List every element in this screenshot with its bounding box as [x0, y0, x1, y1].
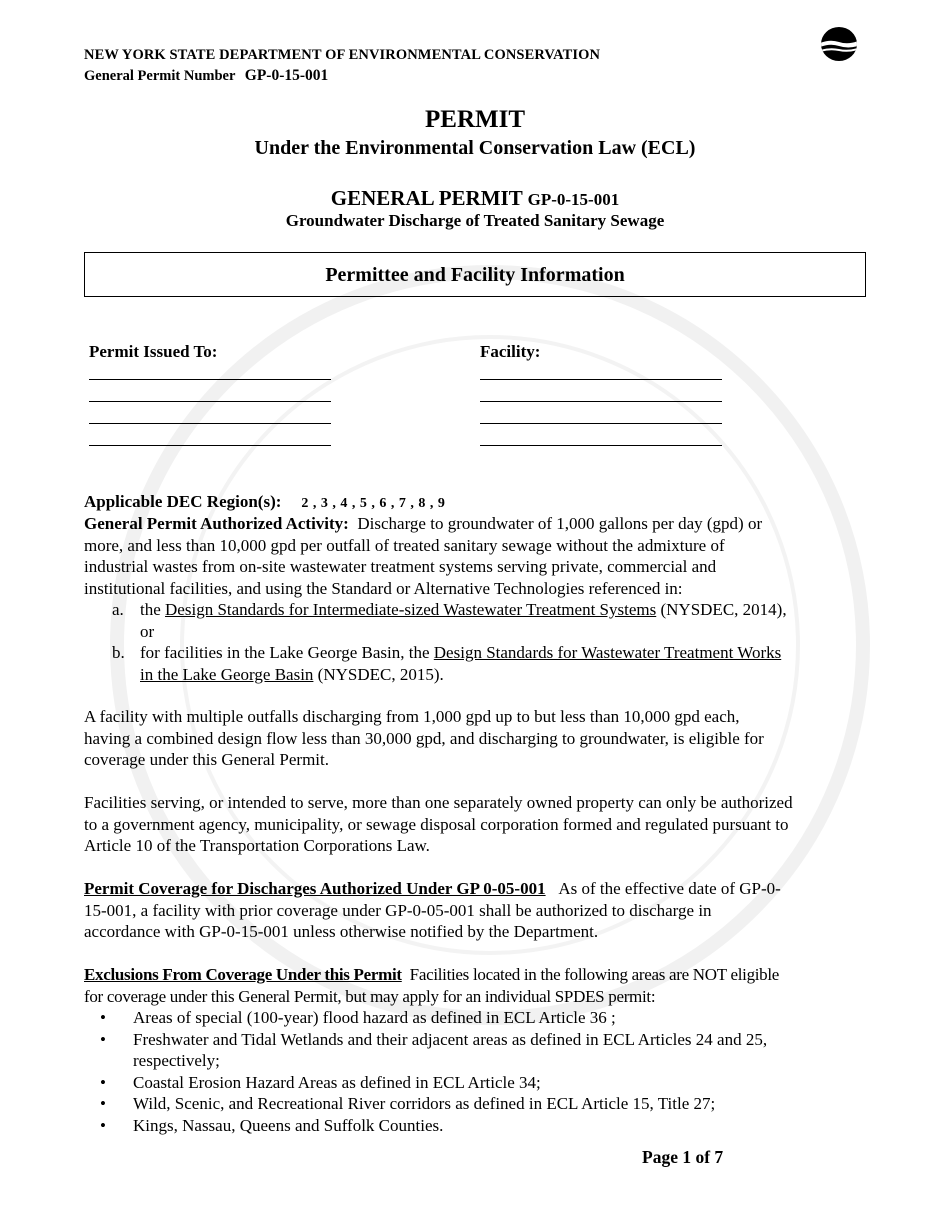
exclusions-heading: Exclusions From Coverage Under this Permit	[84, 965, 402, 984]
exclusion-item-5: Kings, Nassau, Queens and Suffolk Counties.	[133, 1115, 444, 1135]
item-b	[140, 642, 860, 664]
permit-number-label: General Permit Number	[84, 68, 236, 84]
permit-number-line	[84, 67, 328, 85]
item-b-pre: for facilities in the Lake George Basin, the	[140, 643, 430, 662]
coverage-line-2: 15-001, a facility with prior coverage under GP-0-05-001 shall be authorized to discharge in	[84, 900, 712, 920]
law-title: Under the Environmental Conservation Law (ECL)	[254, 137, 696, 159]
issued-to-line-3[interactable]	[89, 423, 331, 424]
facility-line-3[interactable]	[480, 423, 722, 424]
bullet-2: •	[100, 1029, 106, 1049]
dec-logo-icon	[820, 26, 858, 62]
item-a-line-2: or	[140, 621, 155, 641]
facility-line-4[interactable]	[480, 445, 722, 446]
info-box-heading: Permittee and Facility Information	[84, 252, 866, 297]
activity-line-1	[84, 513, 859, 535]
general-permit-title	[0, 186, 950, 211]
exclusion-item-3: Coastal Erosion Hazard Areas as defined in ECL Article 34;	[133, 1072, 541, 1092]
item-b-link[interactable]: Design Standards for Wastewater Treatment Works	[433, 643, 782, 662]
permit-subtitle: Groundwater Discharge of Treated Sanitary Sewage	[285, 211, 665, 230]
permit-title: PERMIT	[425, 106, 525, 133]
activity-text-1: Discharge to groundwater of 1,000 gallons per day (gpd) or	[357, 514, 763, 533]
item-b-marker: b.	[112, 643, 125, 662]
bullet-3: •	[100, 1072, 106, 1092]
exclusion-item-1: Areas of special (100-year) flood hazard as defined in ECL Article 36 ;	[133, 1008, 616, 1027]
issued-to-line-2[interactable]	[89, 401, 331, 402]
facility-label: Facility:	[480, 342, 541, 361]
agency-name: NEW YORK STATE DEPARTMENT OF ENVIRONMENTAL CONSERVATION	[84, 47, 601, 63]
exclusion-item-2-cont: respectively;	[133, 1051, 220, 1070]
item-a-post: (NYSDEC, 2014),	[660, 600, 787, 619]
property-line-2: to a government agency, municipality, or sewage disposal corporation formed and regulated pursuant to	[84, 814, 789, 834]
item-a-marker: a.	[112, 600, 124, 619]
regions-line	[84, 491, 859, 515]
page-number: Page 1 of 7	[642, 1147, 724, 1167]
facility-line-1[interactable]	[480, 379, 722, 380]
bullet-1: •	[100, 1008, 106, 1027]
exclusions-line-1	[84, 964, 874, 986]
activity-line-2: more, and less than 10,000 gpd per outfall of treated sanitary sewage without the admixture of	[84, 535, 725, 555]
item-b-link-cont[interactable]: in the Lake George Basin	[140, 664, 314, 684]
exclusions-text-1: Facilities located in the following areas are NOT eligible	[409, 965, 780, 984]
activity-line-3: industrial wastes from on-site wastewater treatment systems serving private, commercial and	[84, 557, 717, 576]
item-a-pre: the	[140, 600, 161, 619]
item-b-line-2	[140, 664, 444, 686]
item-b-post: (NYSDEC, 2015).	[317, 664, 444, 684]
coverage-line-3: accordance with GP-0-15-001 unless otherwise notified by the Department.	[84, 922, 599, 941]
general-permit-label: GENERAL PERMIT	[330, 186, 523, 210]
exclusion-item-4: Wild, Scenic, and Recreational River corridors as defined in ECL Article 15, Title 27;	[133, 1094, 716, 1113]
general-permit-number: GP-0-15-001	[527, 190, 620, 209]
issued-to-line-1[interactable]	[89, 379, 331, 380]
bullet-5: •	[100, 1115, 106, 1135]
coverage-line-1	[84, 878, 859, 900]
regions-values: 2 , 3 , 4 , 5 , 6 , 7 , 8 , 9	[301, 496, 446, 511]
outfalls-line-3: coverage under this General Permit.	[84, 750, 329, 769]
activity-label: General Permit Authorized Activity:	[84, 514, 349, 533]
item-a	[140, 599, 860, 621]
bullet-4: •	[100, 1094, 106, 1113]
activity-line-4: institutional facilities, and using the Standard or Alternative Technologies referenced in:	[84, 578, 683, 598]
permit-number: GP-0-15-001	[244, 67, 329, 84]
coverage-text-1: As of the effective date of GP-0-	[558, 879, 781, 898]
outfalls-line-2: having a combined design flow less than 30,000 gpd, and discharging to groundwater, is eligible for	[84, 728, 764, 748]
regions-label: Applicable DEC Region(s):	[84, 492, 282, 511]
issued-to-line-4[interactable]	[89, 445, 331, 446]
exclusion-item-2: Freshwater and Tidal Wetlands and their adjacent areas as defined in ECL Articles 24 and 25,	[133, 1029, 768, 1049]
item-a-link[interactable]: Design Standards for Intermediate-sized Wastewater Treatment Systems	[165, 600, 657, 619]
property-line-3: Article 10 of the Transportation Corporations Law.	[84, 836, 430, 855]
coverage-heading: Permit Coverage for Discharges Authorized Under GP 0-05-001	[84, 879, 546, 898]
exclusions-line-2: for coverage under this General Permit, but may apply for an individual SPDES permit:	[84, 986, 656, 1006]
outfalls-line-1: A facility with multiple outfalls discharging from 1,000 gpd up to but less than 10,000 gpd each,	[84, 707, 740, 726]
property-line-1: Facilities serving, or intended to serve, more than one separately owned property can only be authorized	[84, 793, 793, 812]
facility-line-2[interactable]	[480, 401, 722, 402]
issued-to-label: Permit Issued To:	[89, 342, 218, 361]
